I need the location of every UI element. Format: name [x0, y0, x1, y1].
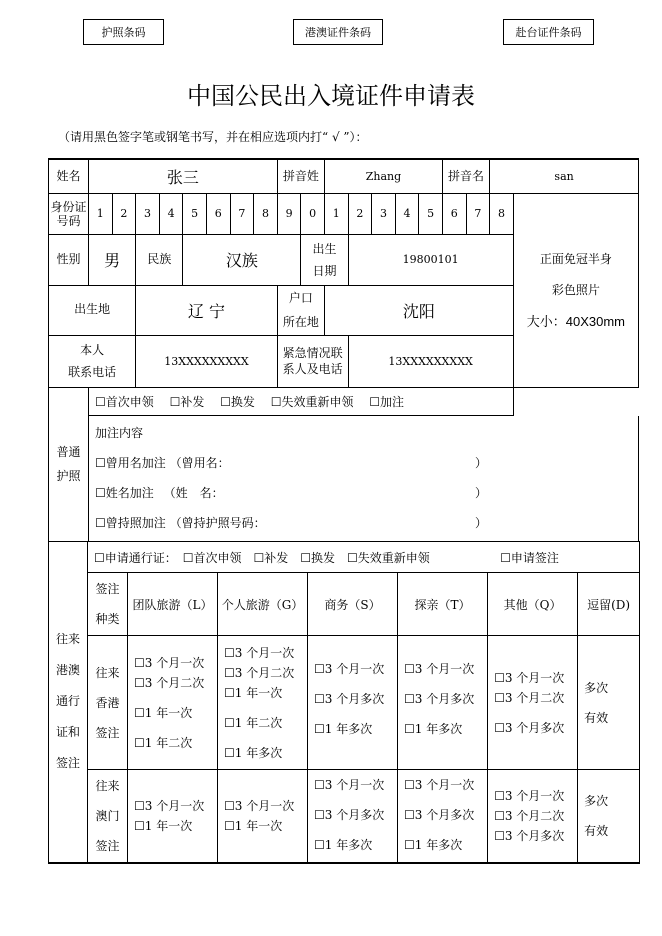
pinyin-surname-label: 拼音姓	[277, 159, 324, 193]
photo-size: 大小：40X30mm	[526, 313, 625, 329]
phone-label	[49, 335, 136, 387]
id-digit[interactable]: 2	[112, 193, 136, 234]
hkmo-permit-row	[49, 542, 640, 573]
hk-family-opt[interactable]: ☐3 个月多次	[404, 692, 475, 706]
mo-individual-options[interactable]	[218, 770, 308, 863]
id-label-line1: 身份证	[50, 199, 87, 214]
hk-stay-line1: 多次	[584, 680, 609, 695]
hk-other-opt[interactable]: ☐3 个月一次	[494, 670, 565, 685]
mo-label-3: 签注	[95, 838, 120, 853]
form-instruction: （请用黑色签字笔或钢笔书写，并在相应选项内打“ √ ”）：	[58, 130, 368, 144]
mo-family-opt[interactable]: ☐3 个月多次	[404, 808, 475, 822]
passport-application-options[interactable]: ☐首次申领 ☐补发 ☐换发 ☐失效重新申领 ☐加注	[89, 387, 514, 415]
permit-application-options[interactable]: ☐申请通行证： ☐首次申领 ☐补发 ☐换发 ☐失效重新申领	[88, 542, 488, 573]
hk-tour-opt[interactable]: ☐3 个月二次	[134, 675, 205, 690]
hk-visa-row	[49, 636, 640, 770]
hk-other-opt[interactable]: ☐3 个月二次	[494, 690, 565, 705]
mo-other-opt[interactable]: ☐3 个月多次	[494, 828, 565, 843]
hk-individual-opt[interactable]: ☐1 年多次	[224, 745, 283, 760]
passport-label-line1: 普通	[56, 445, 81, 459]
hk-other-options[interactable]	[488, 636, 578, 770]
id-digit[interactable]: 7	[230, 193, 254, 234]
mo-family-options[interactable]	[398, 770, 488, 863]
mo-family-opt[interactable]: ☐3 个月一次	[404, 778, 475, 792]
mo-label-2: 澳门	[95, 808, 120, 823]
mo-visa-label	[88, 770, 128, 863]
hk-individual-opt[interactable]: ☐1 年一次	[224, 685, 283, 700]
hk-stay-options[interactable]	[578, 636, 640, 770]
hk-tour-opt[interactable]: ☐1 年一次	[134, 705, 193, 720]
hk-tour-opt[interactable]: ☐3 个月一次	[134, 655, 205, 670]
visa-application-option[interactable]: ☐申请签注	[488, 542, 640, 573]
visa-type-label-1: 签注	[95, 582, 120, 596]
id-digit[interactable]: 4	[395, 193, 419, 234]
hukou-label	[277, 285, 324, 335]
mo-stay-line2: 有效	[584, 823, 609, 838]
photo-box[interactable]	[513, 193, 638, 387]
passport-section-label	[49, 387, 89, 541]
sex-field[interactable]: 男	[89, 234, 136, 285]
id-digit[interactable]: 3	[136, 193, 160, 234]
former-name-label: ☐曾用名加注 （曾用名：	[95, 455, 230, 470]
pinyin-surname-field[interactable]: Zhang	[324, 159, 442, 193]
endorsement-name[interactable]	[95, 478, 638, 508]
hk-tour-opt[interactable]: ☐1 年二次	[134, 735, 193, 750]
pinyin-given-field[interactable]: san	[490, 159, 639, 193]
id-digit[interactable]: 5	[183, 193, 207, 234]
hk-other-opt[interactable]: ☐3 个月多次	[494, 720, 565, 735]
former-name-close: ）	[475, 455, 488, 470]
mo-business-options[interactable]	[308, 770, 398, 863]
mo-business-opt[interactable]: ☐3 个月一次	[314, 778, 385, 792]
former-passport-label: ☐曾持照加注 （曾持护照号码：	[95, 515, 266, 530]
dob-field[interactable]: 19800101	[348, 234, 513, 285]
id-number-label	[49, 193, 89, 234]
mo-business-opt[interactable]: ☐1 年多次	[314, 838, 373, 852]
id-digit[interactable]: 0	[301, 193, 325, 234]
emergency-contact-field[interactable]: 13XXXXXXXXX	[348, 335, 513, 387]
name-field[interactable]: 张三	[89, 159, 278, 193]
phone-label-line1: 本人	[80, 343, 105, 357]
birthplace-label: 出生地	[49, 285, 136, 335]
id-digit[interactable]: 7	[466, 193, 490, 234]
name-label: 姓名	[49, 159, 89, 193]
hk-business-opt[interactable]: ☐3 个月一次	[314, 662, 385, 676]
ethnicity-label: 民族	[136, 234, 183, 285]
hk-visa-label	[88, 636, 128, 770]
phone-label-line2: 联系电话	[68, 365, 117, 379]
endorsement-former-passport[interactable]	[95, 508, 638, 538]
visa-type-individual: 个人旅游（G）	[218, 573, 308, 636]
id-label-line2: 号码	[56, 213, 81, 228]
id-digit[interactable]: 6	[442, 193, 466, 234]
hkmo-section-label	[49, 542, 88, 863]
id-digit[interactable]: 1	[89, 193, 113, 234]
hk-label-1: 往来	[95, 665, 120, 680]
visa-type-stay: 逗留(D)	[578, 573, 640, 636]
hk-individual-opt[interactable]: ☐1 年二次	[224, 715, 283, 730]
hk-family-opt[interactable]: ☐1 年多次	[404, 722, 463, 736]
id-digit[interactable]: 8	[490, 193, 514, 234]
birthplace-field[interactable]: 辽 宁	[136, 285, 278, 335]
pinyin-given-label: 拼音名	[442, 159, 489, 193]
hk-tour-options[interactable]	[128, 636, 218, 770]
name-row	[49, 159, 639, 193]
photo-instruction-2: 彩色照片	[551, 282, 600, 297]
visa-type-label-2: 种类	[95, 612, 120, 626]
id-digit[interactable]: 3	[372, 193, 396, 234]
hk-individual-opt[interactable]: ☐3 个月二次	[224, 665, 295, 680]
id-digit[interactable]: 2	[348, 193, 372, 234]
endorsement-title: 加注内容	[95, 425, 144, 440]
dob-label-line1: 出生	[312, 241, 337, 256]
mo-family-opt[interactable]: ☐1 年多次	[404, 838, 463, 852]
former-passport-close: ）	[475, 515, 488, 530]
mo-visa-row	[49, 770, 640, 863]
visa-type-business: 商务（S）	[308, 573, 398, 636]
mo-stay-line1: 多次	[584, 793, 609, 808]
ethnicity-field[interactable]: 汉族	[183, 234, 301, 285]
mo-business-opt[interactable]: ☐3 个月多次	[314, 808, 385, 822]
mo-individual-opt[interactable]: ☐1 年一次	[224, 818, 283, 833]
hkmo-label-5: 签注	[55, 756, 80, 771]
mo-tour-opt[interactable]: ☐3 个月一次	[134, 798, 205, 813]
hkmo-label-2: 港澳	[55, 663, 80, 678]
hk-individual-options[interactable]	[218, 636, 308, 770]
id-number-row	[49, 193, 639, 234]
hk-business-options[interactable]	[308, 636, 398, 770]
hkmo-label-3: 通行	[55, 694, 80, 709]
passport-endorsement-row	[49, 415, 639, 541]
passport-barcode-box: 护照条码	[83, 19, 164, 45]
emergency-contact-label	[277, 335, 348, 387]
hukou-label-line1: 户口	[288, 291, 313, 305]
hk-family-opt[interactable]: ☐3 个月一次	[404, 662, 475, 676]
passport-label-line2: 护照	[56, 469, 81, 483]
hk-label-3: 签注	[95, 725, 120, 740]
mo-other-opt[interactable]: ☐3 个月二次	[494, 808, 565, 823]
hkmo-label-1: 往来	[55, 632, 80, 647]
hk-stay-line2: 有效	[584, 710, 609, 725]
id-digit[interactable]: 8	[254, 193, 278, 234]
id-digit[interactable]: 1	[324, 193, 348, 234]
visa-type-family: 探亲（T）	[398, 573, 488, 636]
id-digit[interactable]: 5	[419, 193, 443, 234]
photo-instruction-1: 正面免冠半身	[539, 251, 612, 266]
name-endorse-label: ☐姓名加注 （姓 名：	[95, 485, 224, 500]
id-digit[interactable]: 9	[277, 193, 301, 234]
visa-type-header-row	[49, 573, 640, 636]
visa-type-label	[88, 573, 128, 636]
application-form	[48, 158, 639, 542]
endorsement-former-name[interactable]	[95, 448, 638, 478]
passport-options-row	[49, 387, 639, 415]
visa-type-tour: 团队旅游（L）	[128, 573, 218, 636]
sex-label: 性别	[49, 234, 89, 285]
id-digit[interactable]: 6	[206, 193, 230, 234]
name-endorse-close: ）	[475, 485, 488, 500]
hk-family-options[interactable]	[398, 636, 488, 770]
mo-stay-options[interactable]	[578, 770, 640, 863]
mo-tour-opt[interactable]: ☐1 年一次	[134, 818, 193, 833]
mo-individual-opt[interactable]: ☐3 个月一次	[224, 798, 295, 813]
emergency-label-line2: 系人及电话	[282, 362, 343, 376]
mo-label-1: 往来	[95, 778, 120, 793]
mo-other-opt[interactable]: ☐3 个月一次	[494, 788, 565, 803]
dob-label-line2: 日期	[312, 263, 337, 278]
hk-individual-opt[interactable]: ☐3 个月一次	[224, 645, 295, 660]
passport-options-blank	[513, 387, 638, 415]
id-digit[interactable]: 4	[159, 193, 183, 234]
hk-business-opt[interactable]: ☐3 个月多次	[314, 692, 385, 706]
taiwan-barcode-box: 赴台证件条码	[503, 19, 594, 45]
form-title: 中国公民出入境证件申请表	[187, 82, 475, 110]
emergency-label-line1: 紧急情况联	[282, 346, 343, 360]
phone-field[interactable]: 13XXXXXXXXX	[136, 335, 278, 387]
visa-type-other: 其他（Q）	[488, 573, 578, 636]
hukou-field[interactable]: 沈阳	[324, 285, 513, 335]
hk-label-2: 香港	[95, 695, 120, 710]
hkmo-section	[48, 541, 640, 864]
hk-business-opt[interactable]: ☐1 年多次	[314, 722, 373, 736]
mo-other-options[interactable]	[488, 770, 578, 863]
hk-macau-barcode-box: 港澳证件条码	[293, 19, 383, 45]
hkmo-label-4: 证和	[55, 725, 80, 740]
passport-endorsement-box	[89, 415, 639, 541]
mo-tour-options[interactable]	[128, 770, 218, 863]
dob-label	[301, 234, 348, 285]
hukou-label-line2: 所在地	[282, 315, 319, 329]
